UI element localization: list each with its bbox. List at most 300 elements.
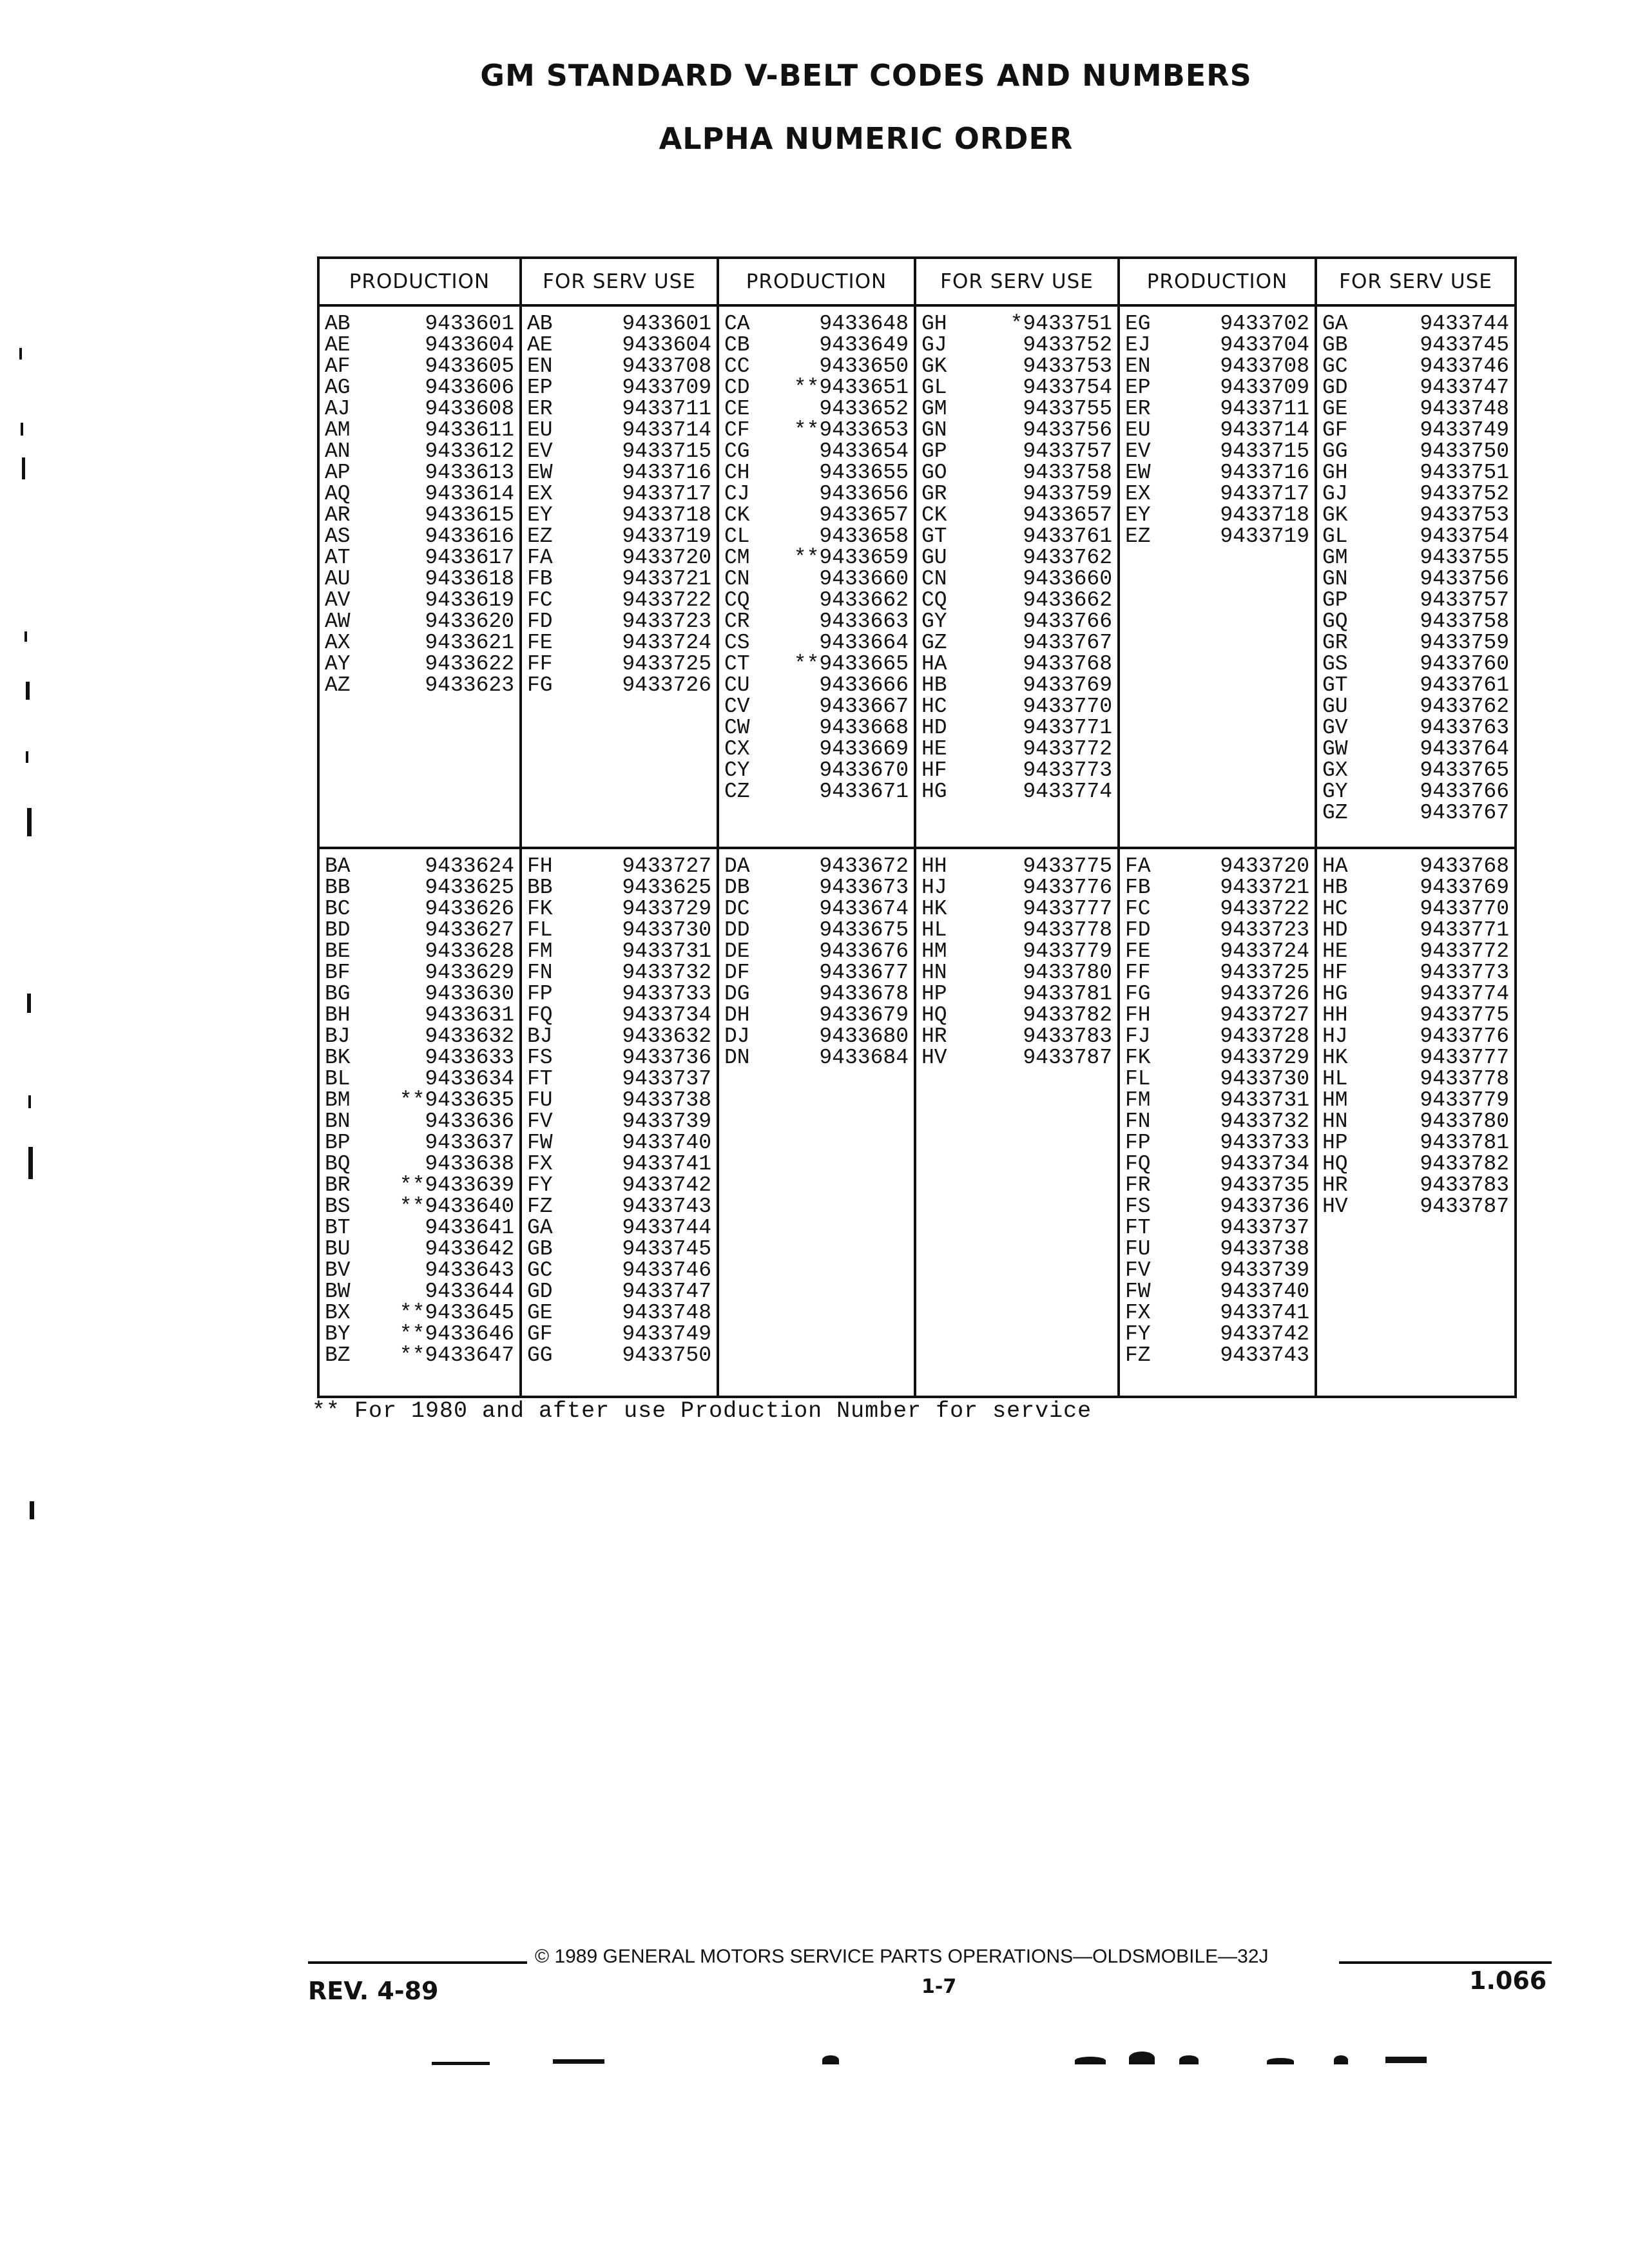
part-number: 9433723 — [622, 610, 711, 633]
part-number: **9433645 — [399, 1301, 514, 1325]
belt-entry — [724, 441, 910, 462]
part-number: 9433745 — [622, 1237, 711, 1261]
code-column — [915, 848, 1119, 1397]
belt-code: AT — [325, 546, 351, 570]
belt-code: CC — [724, 354, 750, 378]
belt-entry — [724, 738, 910, 760]
belt-code: AG — [325, 376, 351, 399]
belt-code: EY — [1125, 503, 1151, 527]
margin-mark — [27, 994, 31, 1013]
belt-code: CA — [724, 312, 750, 336]
part-number: 9433772 — [1023, 737, 1112, 761]
part-number: 9433630 — [425, 982, 514, 1006]
belt-code: DN — [724, 1046, 750, 1070]
part-number: 9433648 — [819, 312, 909, 336]
part-number: 9433667 — [819, 695, 909, 718]
belt-entry — [921, 632, 1113, 653]
part-number: 9433751 — [1420, 461, 1509, 485]
belt-entry — [527, 334, 713, 356]
part-number: 9433660 — [1023, 567, 1112, 591]
part-number: 9433724 — [1220, 939, 1309, 963]
belt-entry — [527, 1153, 713, 1175]
belt-code: EN — [1125, 354, 1151, 378]
header-service-2: FOR SERV USE — [915, 258, 1119, 305]
part-number: 9433779 — [1420, 1088, 1509, 1112]
part-number: 9433739 — [622, 1110, 711, 1133]
belt-entry — [325, 856, 516, 877]
part-number: 9433742 — [622, 1173, 711, 1197]
part-number: **9433651 — [793, 376, 909, 399]
part-number: 9433736 — [1220, 1195, 1309, 1218]
part-number: 9433747 — [622, 1280, 711, 1303]
belt-code: BP — [325, 1131, 351, 1155]
part-number: 9433708 — [622, 354, 711, 378]
belt-code: GE — [527, 1301, 553, 1325]
belt-entry — [724, 717, 910, 738]
belt-code: GC — [1322, 354, 1348, 378]
belt-code: FU — [527, 1088, 553, 1112]
part-number: **9433646 — [399, 1322, 514, 1346]
belt-entry — [1322, 632, 1510, 653]
belt-entry — [724, 568, 910, 590]
part-number: 9433748 — [622, 1301, 711, 1325]
document-subtitle: ALPHA NUMERIC ORDER — [659, 121, 1074, 156]
belt-code: HQ — [921, 1003, 947, 1027]
belt-entry — [724, 856, 910, 877]
belt-entry — [921, 1004, 1113, 1026]
belt-code: AW — [325, 610, 351, 633]
belt-entry — [1125, 1302, 1311, 1323]
belt-entry — [325, 377, 516, 398]
part-number: 9433765 — [1420, 758, 1509, 782]
belt-code: BU — [325, 1237, 351, 1261]
belt-entry — [527, 1281, 713, 1302]
belt-entry — [325, 441, 516, 462]
belt-entry — [1125, 526, 1311, 547]
part-number: 9433725 — [622, 652, 711, 676]
part-number: 9433601 — [425, 312, 514, 336]
belt-code: AZ — [325, 673, 351, 697]
belt-entry — [527, 1026, 713, 1047]
part-number: 9433775 — [1023, 854, 1112, 878]
part-number: 9433782 — [1023, 1003, 1112, 1027]
part-number: **9433635 — [399, 1088, 514, 1112]
belt-code: DA — [724, 854, 750, 878]
belt-entry — [325, 1302, 516, 1323]
belt-entry — [325, 334, 516, 356]
part-number: 9433755 — [1420, 546, 1509, 570]
belt-code: EJ — [1125, 333, 1151, 357]
belt-code: FX — [1125, 1301, 1151, 1325]
part-number: 9433601 — [622, 312, 711, 336]
belt-code: DG — [724, 982, 750, 1006]
part-number: 9433781 — [1023, 982, 1112, 1006]
code-column — [521, 305, 718, 848]
part-number: 9433738 — [622, 1088, 711, 1112]
belt-code: BY — [325, 1322, 351, 1346]
page-number: 1.066 — [1469, 1966, 1547, 1995]
belt-entry — [1125, 1068, 1311, 1090]
belt-entry — [527, 611, 713, 632]
belt-entry — [527, 547, 713, 568]
belt-code: CT — [724, 652, 750, 676]
part-number: 9433715 — [622, 439, 711, 463]
belt-code: GM — [1322, 546, 1348, 570]
belt-entry — [325, 313, 516, 334]
belt-entry — [921, 313, 1113, 334]
header-row — [318, 258, 1516, 305]
belt-code: BG — [325, 982, 351, 1006]
belt-code: GB — [527, 1237, 553, 1261]
part-number: 9433671 — [819, 780, 909, 803]
margin-mark — [28, 1095, 31, 1108]
belt-entry — [1322, 898, 1510, 919]
part-number: 9433744 — [622, 1216, 711, 1240]
belt-entry — [1322, 1047, 1510, 1068]
belt-code: AM — [325, 418, 351, 442]
belt-entry — [724, 1026, 910, 1047]
part-number: 9433726 — [622, 673, 711, 697]
belt-code: BD — [325, 918, 351, 942]
belt-code: EW — [527, 461, 553, 485]
belt-entry — [921, 356, 1113, 377]
belt-entry — [921, 334, 1113, 356]
belt-entry — [527, 877, 713, 898]
belt-code: CU — [724, 673, 750, 697]
part-number: 9433782 — [1420, 1152, 1509, 1176]
part-number: 9433704 — [1220, 333, 1309, 357]
belt-entry — [527, 1302, 713, 1323]
margin-mark — [26, 751, 28, 763]
belt-entry — [1125, 941, 1311, 962]
belt-entry — [921, 738, 1113, 760]
belt-code: CM — [724, 546, 750, 570]
belt-entry — [325, 877, 516, 898]
belt-code: FQ — [527, 1003, 553, 1027]
part-number: 9433675 — [819, 918, 909, 942]
part-number: 9433632 — [425, 1024, 514, 1048]
edge-smudge — [822, 2055, 839, 2064]
belt-code: HG — [1322, 982, 1348, 1006]
belt-entry — [724, 1047, 910, 1068]
belt-code: HK — [1322, 1046, 1348, 1070]
belt-entry — [1125, 356, 1311, 377]
part-number: 9433740 — [1220, 1280, 1309, 1303]
part-number: 9433748 — [1420, 397, 1509, 421]
belt-code: EV — [527, 439, 553, 463]
belt-entry — [325, 590, 516, 611]
belt-entry — [1322, 941, 1510, 962]
belt-code: HF — [1322, 961, 1348, 985]
part-number: 9433753 — [1420, 503, 1509, 527]
part-number: 9433741 — [1220, 1301, 1309, 1325]
belt-code: HN — [1322, 1110, 1348, 1133]
belt-code: CG — [724, 439, 750, 463]
part-number: 9433735 — [1220, 1173, 1309, 1197]
part-number: 9433766 — [1420, 780, 1509, 803]
belt-code: AF — [325, 354, 351, 378]
belt-code: HV — [921, 1046, 947, 1070]
belt-entry — [527, 590, 713, 611]
belt-code: GY — [921, 610, 947, 633]
belt-entry — [527, 1068, 713, 1090]
part-number: 9433617 — [425, 546, 514, 570]
belt-code: GE — [1322, 397, 1348, 421]
part-number: 9433677 — [819, 961, 909, 985]
belt-entry — [1322, 526, 1510, 547]
belt-entry — [921, 675, 1113, 696]
belt-entry — [724, 398, 910, 419]
part-number: 9433739 — [1220, 1258, 1309, 1282]
part-number: 9433668 — [819, 716, 909, 740]
part-number: 9433787 — [1023, 1046, 1112, 1070]
belt-entry — [1322, 356, 1510, 377]
header-production-1: PRODUCTION — [318, 258, 521, 305]
belt-entry — [325, 1196, 516, 1217]
upper-block — [318, 305, 1516, 848]
belt-code: FH — [527, 854, 553, 878]
belt-code: GO — [921, 461, 947, 485]
belt-entry — [1125, 1175, 1311, 1196]
part-number: 9433737 — [1220, 1216, 1309, 1240]
belt-code: BV — [325, 1258, 351, 1282]
belt-code: FP — [527, 982, 553, 1006]
belt-code: AQ — [325, 482, 351, 506]
belt-entry — [1125, 398, 1311, 419]
belt-code: DD — [724, 918, 750, 942]
belt-entry — [1125, 1090, 1311, 1111]
part-number: 9433733 — [622, 982, 711, 1006]
part-number: 9433652 — [819, 397, 909, 421]
belt-code: HN — [921, 961, 947, 985]
belt-code: FT — [1125, 1216, 1151, 1240]
part-number: 9433752 — [1023, 333, 1112, 357]
part-number: 9433721 — [1220, 876, 1309, 899]
belt-entry — [1322, 313, 1510, 334]
part-number: 9433776 — [1420, 1024, 1509, 1048]
belt-entry — [724, 526, 910, 547]
belt-entry — [724, 377, 910, 398]
belt-entry — [1322, 760, 1510, 781]
margin-mark — [21, 423, 23, 436]
belt-code: HE — [921, 737, 947, 761]
belt-code: GT — [921, 524, 947, 548]
belt-code: GU — [1322, 695, 1348, 718]
edge-smudge — [1267, 2058, 1294, 2064]
belt-code: CQ — [921, 588, 947, 612]
part-number: 9433757 — [1023, 439, 1112, 463]
belt-code: AE — [527, 333, 553, 357]
part-number: 9433716 — [622, 461, 711, 485]
belt-entry — [325, 1345, 516, 1366]
belt-code: FC — [1125, 897, 1151, 921]
belt-code: BR — [325, 1173, 351, 1197]
belt-code: GC — [527, 1258, 553, 1282]
belt-entry — [724, 781, 910, 802]
belt-code: FQ — [1125, 1152, 1151, 1176]
belt-entry — [1125, 1111, 1311, 1132]
belt-code: GJ — [1322, 482, 1348, 506]
belt-entry — [724, 356, 910, 377]
belt-entry — [527, 313, 713, 334]
belt-code: CQ — [724, 588, 750, 612]
belt-code: AJ — [325, 397, 351, 421]
part-number: 9433618 — [425, 567, 514, 591]
header-production-2: PRODUCTION — [718, 258, 915, 305]
belt-code: FM — [527, 939, 553, 963]
belt-code: GS — [1322, 652, 1348, 676]
belt-entry — [1322, 1175, 1510, 1196]
part-number: 9433756 — [1023, 418, 1112, 442]
footer-rule-left — [308, 1961, 527, 1964]
belt-entry — [325, 505, 516, 526]
part-number: 9433758 — [1420, 610, 1509, 633]
belt-code: AP — [325, 461, 351, 485]
part-number: 9433662 — [819, 588, 909, 612]
belt-entry — [527, 505, 713, 526]
part-number: 9433787 — [1420, 1195, 1509, 1218]
part-number: 9433753 — [1023, 354, 1112, 378]
code-column — [318, 848, 521, 1397]
part-number: 9433729 — [622, 897, 711, 921]
belt-code: CY — [724, 758, 750, 782]
belt-code: FR — [1125, 1173, 1151, 1197]
belt-entry — [921, 962, 1113, 983]
belt-code: EU — [527, 418, 553, 442]
belt-code: HR — [1322, 1173, 1348, 1197]
part-number: 9433629 — [425, 961, 514, 985]
belt-entry — [1125, 313, 1311, 334]
belt-entry — [724, 313, 910, 334]
part-number: 9433732 — [1220, 1110, 1309, 1133]
part-number: 9433655 — [819, 461, 909, 485]
belt-code: HE — [1322, 939, 1348, 963]
belt-entry — [325, 1323, 516, 1345]
belt-entry — [1322, 590, 1510, 611]
belt-code: GT — [1322, 673, 1348, 697]
belt-entry — [724, 962, 910, 983]
part-number: 9433620 — [425, 610, 514, 633]
belt-entry — [325, 356, 516, 377]
belt-code: FS — [1125, 1195, 1151, 1218]
part-number: 9433709 — [622, 376, 711, 399]
belt-entry — [921, 717, 1113, 738]
part-number: 9433722 — [1220, 897, 1309, 921]
part-number: 9433672 — [819, 854, 909, 878]
part-number: 9433777 — [1023, 897, 1112, 921]
belt-entry — [1322, 738, 1510, 760]
belt-entry — [325, 1132, 516, 1153]
part-number: 9433734 — [622, 1003, 711, 1027]
belt-entry — [921, 898, 1113, 919]
belt-code: CN — [921, 567, 947, 591]
part-number: 9433723 — [1220, 918, 1309, 942]
belt-entry — [527, 983, 713, 1004]
belt-code: CR — [724, 610, 750, 633]
part-number: 9433676 — [819, 939, 909, 963]
belt-entry — [527, 632, 713, 653]
belt-entry — [325, 419, 516, 441]
belt-entry — [1322, 334, 1510, 356]
edge-smudge — [1179, 2055, 1199, 2064]
part-number: 9433654 — [819, 439, 909, 463]
header-production-3: PRODUCTION — [1119, 258, 1316, 305]
belt-code: GX — [1322, 758, 1348, 782]
belt-code: BB — [527, 876, 553, 899]
belt-entry — [527, 962, 713, 983]
belt-code: HJ — [1322, 1024, 1348, 1048]
part-number: 9433731 — [1220, 1088, 1309, 1112]
belt-code: HH — [1322, 1003, 1348, 1027]
belt-entry — [1322, 1026, 1510, 1047]
belt-code: FE — [1125, 939, 1151, 963]
belt-entry — [325, 1068, 516, 1090]
part-number: 9433755 — [1023, 397, 1112, 421]
belt-code: FV — [1125, 1258, 1151, 1282]
belt-entry — [527, 1196, 713, 1217]
belt-entry — [527, 398, 713, 419]
belt-code: BM — [325, 1088, 351, 1112]
belt-code: GG — [1322, 439, 1348, 463]
belt-code: BL — [325, 1067, 351, 1091]
part-number: 9433644 — [425, 1280, 514, 1303]
belt-code: HF — [921, 758, 947, 782]
code-column — [521, 848, 718, 1397]
belt-code: AR — [325, 503, 351, 527]
belt-code: GZ — [921, 631, 947, 655]
part-number: 9433680 — [819, 1024, 909, 1048]
belt-entry — [921, 760, 1113, 781]
part-number: 9433759 — [1420, 631, 1509, 655]
header-service-1: FOR SERV USE — [521, 258, 718, 305]
part-number: 9433718 — [622, 503, 711, 527]
belt-entry — [921, 419, 1113, 441]
part-number: 9433746 — [622, 1258, 711, 1282]
document-title: GM STANDARD V-BELT CODES AND NUMBERS — [480, 58, 1252, 93]
belt-code: FH — [1125, 1003, 1151, 1027]
part-number: 9433743 — [622, 1195, 711, 1218]
belt-entry — [724, 611, 910, 632]
part-number: 9433627 — [425, 918, 514, 942]
belt-code: CX — [724, 737, 750, 761]
belt-code: GF — [527, 1322, 553, 1346]
belt-code: CD — [724, 376, 750, 399]
belt-entry — [527, 377, 713, 398]
code-column — [915, 305, 1119, 848]
belt-entry — [325, 983, 516, 1004]
belt-code: BB — [325, 876, 351, 899]
part-number: 9433717 — [622, 482, 711, 506]
belt-code: BA — [325, 854, 351, 878]
edge-smudge — [432, 2062, 490, 2065]
belt-entry — [325, 526, 516, 547]
belt-entry — [1322, 1068, 1510, 1090]
belt-code: HH — [921, 854, 947, 878]
part-number: 9433623 — [425, 673, 514, 697]
belt-code: CK — [921, 503, 947, 527]
part-number: 9433736 — [622, 1046, 711, 1070]
part-number: 9433608 — [425, 397, 514, 421]
belt-code: BQ — [325, 1152, 351, 1176]
part-number: 9433624 — [425, 854, 514, 878]
part-number: 9433737 — [622, 1067, 711, 1091]
code-column — [1119, 305, 1316, 848]
part-number: 9433779 — [1023, 939, 1112, 963]
belt-entry — [527, 1345, 713, 1366]
belt-code: EW — [1125, 461, 1151, 485]
belt-code: HC — [1322, 897, 1348, 921]
part-number: 9433711 — [622, 397, 711, 421]
